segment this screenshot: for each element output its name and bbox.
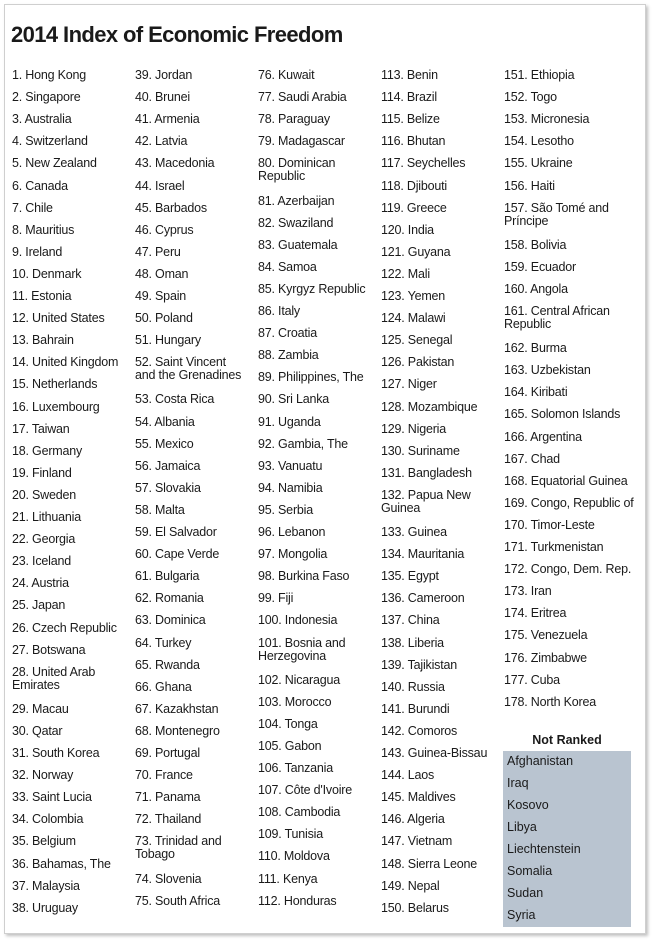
ranking-entry: 144. Laos (381, 768, 435, 783)
ranking-entry: 154. Lesotho (504, 134, 574, 149)
not-ranked-entry: Iraq (507, 776, 529, 790)
ranking-entry: 15. Netherlands (12, 377, 98, 392)
ranking-entry: 136. Cameroon (381, 591, 465, 606)
ranking-entry: 65. Rwanda (135, 657, 200, 672)
ranking-entry: 46. Cyprus (135, 222, 194, 237)
ranking-entry: 6. Canada (12, 178, 68, 193)
ranking-entry: 57. Slovakia (135, 480, 201, 495)
ranking-entry: 60. Cape Verde (135, 547, 220, 562)
ranking-entry: 149. Nepal (381, 878, 440, 893)
ranking-entry: 70. France (135, 768, 193, 783)
ranking-entry: 13. Bahrain (12, 333, 74, 348)
ranking-entry: 90. Sri Lanka (258, 392, 330, 407)
ranking-entry: 21. Lithuania (12, 510, 81, 524)
ranking-entry: 73. Trinidad and Tobago (135, 834, 222, 862)
ranking-entry: 37. Malaysia (12, 878, 80, 893)
ranking-entry: 171. Turkmenistan (504, 540, 604, 554)
not-ranked-entry: Afghanistan (507, 754, 574, 768)
ranking-entry: 115. Belize (381, 112, 440, 127)
ranking-entry: 102. Nicaragua (258, 672, 340, 687)
ranking-entry: 117. Seychelles (381, 156, 466, 171)
ranking-entry: 81. Azerbaijan (258, 193, 335, 208)
ranking-entry: 120. India (381, 222, 434, 237)
ranking-entry: 49. Spain (135, 289, 187, 303)
ranking-entry: 34. Colombia (12, 812, 84, 827)
ranking-entry: 84. Samoa (258, 259, 317, 274)
ranking-entry: 58. Malta (135, 502, 185, 517)
ranking-entry: 162. Burma (504, 341, 567, 356)
ranking-entry: 118. Djibouti (381, 178, 447, 193)
ranking-entry: 92. Gambia, The (258, 436, 348, 451)
ranking-entry: 66. Ghana (135, 679, 192, 694)
ranking-entry: 97. Mongolia (258, 547, 328, 562)
ranking-entry: 54. Albania (135, 414, 195, 429)
ranking-entry: 64. Turkey (135, 635, 192, 650)
ranking-entry: 130. Suriname (381, 443, 460, 458)
ranking-entry: 51. Hungary (135, 333, 201, 348)
ranking-entry: 19. Finland (12, 465, 72, 480)
ranking-entry: 8. Mauritius (12, 222, 75, 237)
ranking-entry: 142. Comoros (381, 723, 458, 738)
ranking-entry: 104. Tonga (258, 716, 318, 731)
ranking-entry: 122. Mali (381, 266, 430, 281)
ranking-entry: 55. Mexico (135, 436, 194, 451)
ranking-entry: 11. Estonia (12, 289, 72, 303)
ranking-entry: 38. Uruguay (12, 900, 78, 915)
ranking-entry: 44. Israel (135, 178, 185, 193)
ranking-entry: 173. Iran (504, 584, 552, 599)
ranking-entry: 18. Germany (12, 443, 83, 458)
ranking-entry: 71. Panama (135, 790, 201, 805)
ranking-entry: 143. Guinea-Bissau (381, 746, 488, 760)
ranking-entry: 50. Poland (135, 311, 193, 326)
ranking-entry: 124. Malawi (381, 311, 446, 326)
ranking-entry: 145. Maldives (381, 790, 456, 805)
ranking-entry: 165. Solomon Islands (504, 407, 621, 422)
ranking-entry: 61. Bulgaria (135, 569, 200, 584)
ranking-entry: 16. Luxembourg (12, 399, 100, 414)
ranking-entry: 76. Kuwait (258, 68, 315, 82)
ranking-entry: 9. Ireland (12, 244, 63, 259)
ranking-entry: 103. Morocco (258, 694, 332, 709)
ranking-entry: 99. Fiji (258, 591, 294, 606)
ranking-entry: 47. Peru (135, 244, 181, 259)
ranking-entry: 41. Armenia (135, 112, 200, 127)
ranking-entry: 95. Serbia (258, 502, 313, 517)
ranking-entry: 98. Burkina Faso (258, 569, 350, 584)
ranking-entry: 17. Taiwan (12, 421, 70, 436)
ranking-entry: 116. Bhutan (381, 134, 446, 149)
ranking-entry: 152. Togo (504, 90, 557, 105)
ranking-entry: 53. Costa Rica (135, 392, 215, 407)
ranking-entry: 159. Ecuador (504, 259, 576, 274)
ranking-entry: 150. Belarus (381, 900, 449, 915)
ranking-entry: 5. New Zealand (12, 156, 97, 171)
ranking-entry: 23. Iceland (12, 554, 71, 569)
ranking-entry: 4. Switzerland (12, 134, 88, 149)
ranking-entry: 121. Guyana (381, 244, 451, 259)
ranking-entry: 22. Georgia (12, 532, 76, 547)
ranking-entry: 86. Italy (258, 304, 300, 318)
ranking-entry: 36. Bahamas, The (12, 856, 111, 871)
ranking-entry: 100. Indonesia (258, 613, 338, 628)
ranking-entry: 29. Macau (12, 701, 69, 716)
ranking-entry: 148. Sierra Leone (381, 856, 477, 871)
ranking-entry: 113. Benin (381, 68, 438, 82)
ranking-entry: 1. Hong Kong (12, 68, 87, 82)
ranking-entry: 83. Guatemala (258, 237, 338, 252)
ranking-entry: 10. Denmark (12, 266, 82, 281)
ranking-entry: 31. South Korea (12, 746, 100, 760)
ranking-entry: 175. Venezuela (504, 628, 588, 643)
ranking-entry: 3. Australia (12, 112, 72, 127)
ranking-entry: 174. Eritrea (504, 606, 567, 621)
ranking-entry: 177. Cuba (504, 672, 560, 687)
not-ranked-entry: Sudan (507, 886, 544, 900)
ranking-entry: 45. Barbados (135, 200, 207, 215)
ranking-entry: 151. Ethiopia (504, 68, 575, 82)
ranking-entry: 110. Moldova (258, 849, 330, 864)
ranking-entry: 94. Namibia (258, 480, 323, 495)
ranking-entry: 139. Tajikistan (381, 657, 457, 672)
ranking-entry: 119. Greece (381, 200, 447, 215)
ranking-entry: 43. Macedonia (135, 156, 215, 171)
ranking-entry: 28. United Arab Emirates (12, 664, 96, 692)
ranking-entry: 26. Czech Republic (12, 620, 117, 635)
ranking-entry: 87. Croatia (258, 326, 317, 341)
ranking-entry: 126. Pakistan (381, 355, 455, 370)
ranking-entry: 82. Swaziland (258, 215, 334, 230)
ranking-entry: 63. Dominica (135, 613, 206, 628)
ranking-entry: 30. Qatar (12, 723, 63, 738)
ranking-entry: 91. Uganda (258, 414, 321, 429)
ranking-entry: 167. Chad (504, 451, 560, 466)
ranking-entry: 2. Singapore (12, 90, 81, 105)
ranking-entry: 59. El Salvador (135, 525, 217, 539)
ranking-entry: 158. Bolivia (504, 237, 567, 252)
ranking-entry: 128. Mozambique (381, 399, 478, 414)
ranking-entry: 93. Vanuatu (258, 458, 323, 473)
ranking-entry: 163. Uzbekistan (504, 363, 591, 378)
ranking-entry: 153. Micronesia (504, 112, 590, 127)
ranking-entry: 74. Slovenia (135, 871, 202, 886)
ranking-entry: 52. Saint Vincent and the Grenadines (135, 355, 242, 383)
not-ranked-entry: Somalia (507, 864, 553, 878)
ranking-entry: 101. Bosnia and Herzegovina (258, 635, 346, 663)
ranking-entry: 80. Dominican Republic (258, 156, 336, 184)
ranking-entry: 35. Belgium (12, 834, 76, 849)
ranking-entry: 106. Tanzania (258, 761, 334, 775)
ranking-entry: 78. Paraguay (258, 112, 330, 127)
ranking-entry: 112. Honduras (258, 893, 337, 908)
ranking-entry: 178. North Korea (504, 694, 596, 709)
ranking-entry: 89. Philippines, The (258, 370, 364, 385)
ranking-entry: 96. Lebanon (258, 525, 326, 539)
ranking-entry: 69. Portugal (135, 746, 201, 760)
ranking-entry: 155. Ukraine (504, 156, 573, 171)
ranking-entry: 164. Kiribati (504, 385, 568, 400)
ranking-entry: 12. United States (12, 311, 105, 326)
ranking-entry: 88. Zambia (258, 348, 319, 363)
ranking-entry: 109. Tunisia (258, 827, 324, 842)
ranking-entry: 137. China (381, 613, 440, 628)
ranking-entry: 68. Montenegro (135, 723, 220, 738)
ranking-entry: 48. Oman (135, 266, 189, 281)
ranking-entry: 72. Thailand (135, 812, 202, 827)
ranking-entry: 20. Sweden (12, 487, 77, 502)
ranking-entry: 107. Côte d'Ivoire (258, 783, 352, 798)
ranking-entry: 105. Gabon (258, 738, 322, 753)
ranking-entry: 135. Egypt (381, 569, 439, 584)
ranking-entry: 67. Kazakhstan (135, 701, 219, 716)
ranking-entry: 140. Russia (381, 679, 445, 694)
ranking-entry: 14. United Kingdom (12, 355, 119, 370)
ranking-entry: 169. Congo, Republic of (504, 495, 634, 510)
not-ranked-header: Not Ranked (532, 733, 602, 747)
ranking-entry: 170. Timor-Leste (504, 517, 595, 532)
ranking-entry: 146. Algeria (381, 812, 445, 827)
ranking-entry: 33. Saint Lucia (12, 790, 92, 805)
ranking-entry: 56. Jamaica (135, 458, 201, 473)
ranking-entry: 77. Saudi Arabia (258, 90, 347, 105)
ranking-entry: 32. Norway (12, 768, 74, 783)
ranking-entry: 172. Congo, Dem. Rep. (504, 562, 632, 577)
ranking-entry: 123. Yemen (381, 289, 446, 303)
ranking-entry: 134. Mauritania (381, 547, 465, 562)
not-ranked-box (503, 751, 631, 927)
ranking-entry: 27. Botswana (12, 642, 86, 657)
ranking-entry: 160. Angola (504, 281, 568, 296)
ranking-entry: 108. Cambodia (258, 805, 341, 820)
ranking-entry: 138. Liberia (381, 635, 444, 650)
ranking-entry: 131. Bangladesh (381, 465, 472, 480)
ranking-entry: 133. Guinea (381, 525, 447, 539)
ranking-entry: 75. South Africa (135, 893, 221, 908)
ranking-entry: 127. Niger (381, 377, 437, 392)
not-ranked-entry: Syria (507, 908, 536, 922)
ranking-entry: 7. Chile (12, 200, 53, 215)
ranking-entry: 62. Romania (135, 591, 204, 606)
not-ranked-entry: Kosovo (507, 798, 549, 812)
ranking-entry: 141. Burundi (381, 701, 450, 716)
ranking-entry: 166. Argentina (504, 429, 582, 444)
not-ranked-entry: Libya (507, 820, 537, 834)
ranking-entry: 79. Madagascar (258, 134, 345, 149)
ranking-entry: 129. Nigeria (381, 421, 447, 436)
ranking-entry: 111. Kenya (258, 871, 318, 886)
ranking-entry: 157. São Tomé and Príncipe (504, 200, 609, 228)
ranking-entry: 42. Latvia (135, 134, 188, 149)
not-ranked-entry: Liechtenstein (507, 842, 581, 856)
ranking-entry: 132. Papua New Guinea (381, 487, 471, 515)
ranking-entry: 85. Kyrgyz Republic (258, 281, 366, 296)
page-title: 2014 Index of Economic Freedom (11, 22, 343, 47)
ranking-entry: 40. Brunei (135, 90, 190, 105)
ranking-entry: 24. Austria (12, 576, 69, 591)
ranking-entry: 25. Japan (12, 598, 66, 613)
ranking-entry: 156. Haiti (504, 178, 555, 193)
ranking-entry: 39. Jordan (135, 68, 193, 82)
ranking-entry: 176. Zimbabwe (504, 650, 587, 665)
ranking-entry: 168. Equatorial Guinea (504, 473, 628, 488)
ranking-entry: 161. Central African Republic (504, 304, 610, 331)
ranking-entry: 114. Brazil (381, 90, 437, 105)
ranking-entry: 147. Vietnam (381, 834, 453, 849)
ranking-entry: 125. Senegal (381, 333, 453, 348)
